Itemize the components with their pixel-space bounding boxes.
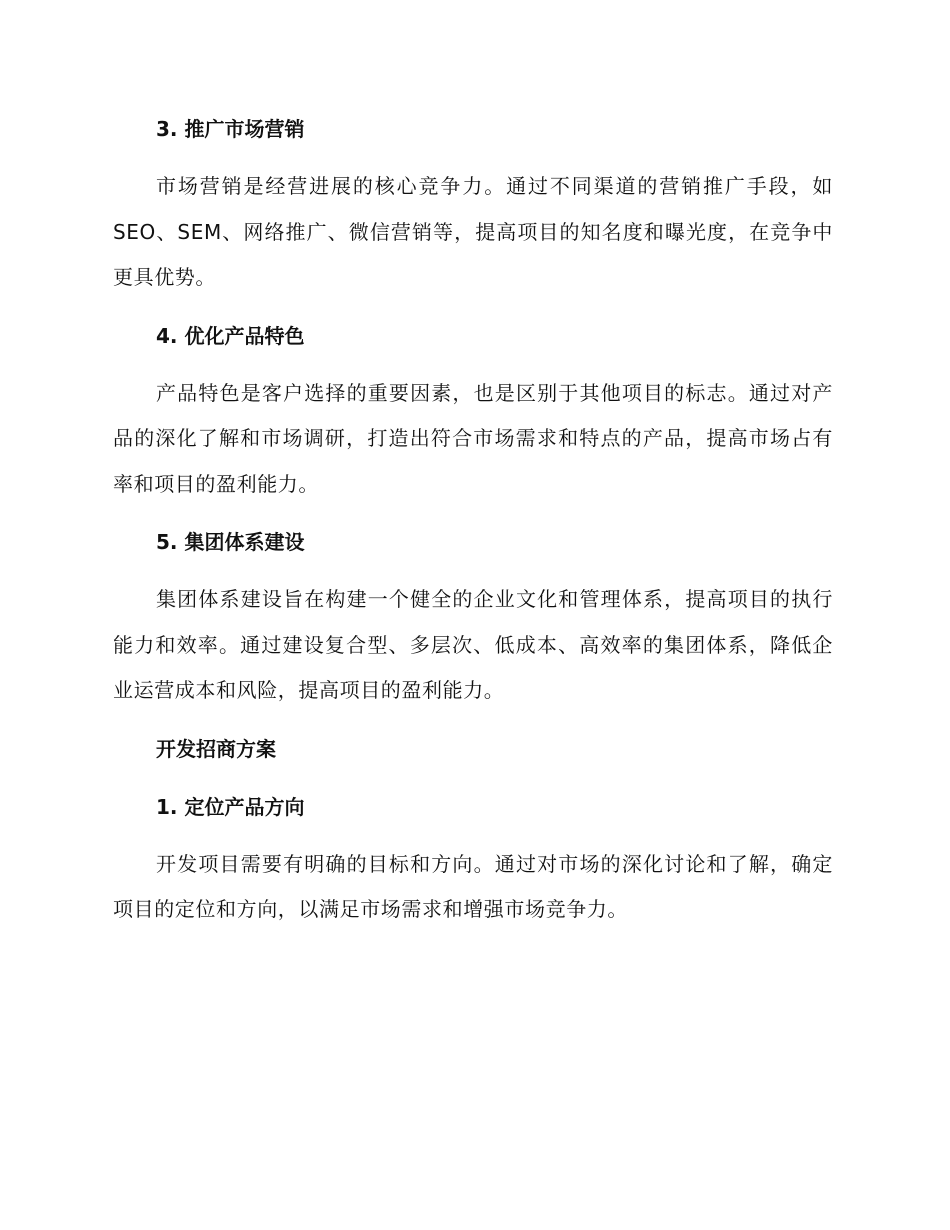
section-paragraph-3: 市场营销是经营进展的核心竞争力。通过不同渠道的营销推广手段，如SEO、SEM、网络推广、微信营销等，提高项目的知名度和曝光度，在竞争中更具优势。 [113,174,833,289]
section-heading-4: 4. 优化产品特色 [156,323,305,348]
subsection-paragraph-1: 开发项目需要有明确的目标和方向。通过对市场的深化讨论和了解，确定项目的定位和方向，以满足市场需求和增强市场竞争力。 [113,851,833,921]
section-paragraph-5: 集团体系建设旨在构建一个健全的企业文化和管理体系，提高项目的执行能力和效率。通过建设复合型、多层次、低成本、高效率的集团体系，降低企业运营成本和风险，提高项目的盈利能力。 [113,587,833,702]
document-page [113,106,833,933]
section-heading-5: 5. 集团体系建设 [156,530,305,554]
chapter-title: 开发招商方案 [156,736,276,761]
section-heading-3: 3. 推广市场营销 [156,117,305,141]
subsection-heading-1: 1. 定位产品方向 [156,794,305,819]
section-paragraph-4: 产品特色是客户选择的重要因素，也是区别于其他项目的标志。通过对产品的深化了解和市场调研，打造出符合市场需求和特点的产品，提高市场占有率和项目的盈利能力。 [113,380,833,496]
